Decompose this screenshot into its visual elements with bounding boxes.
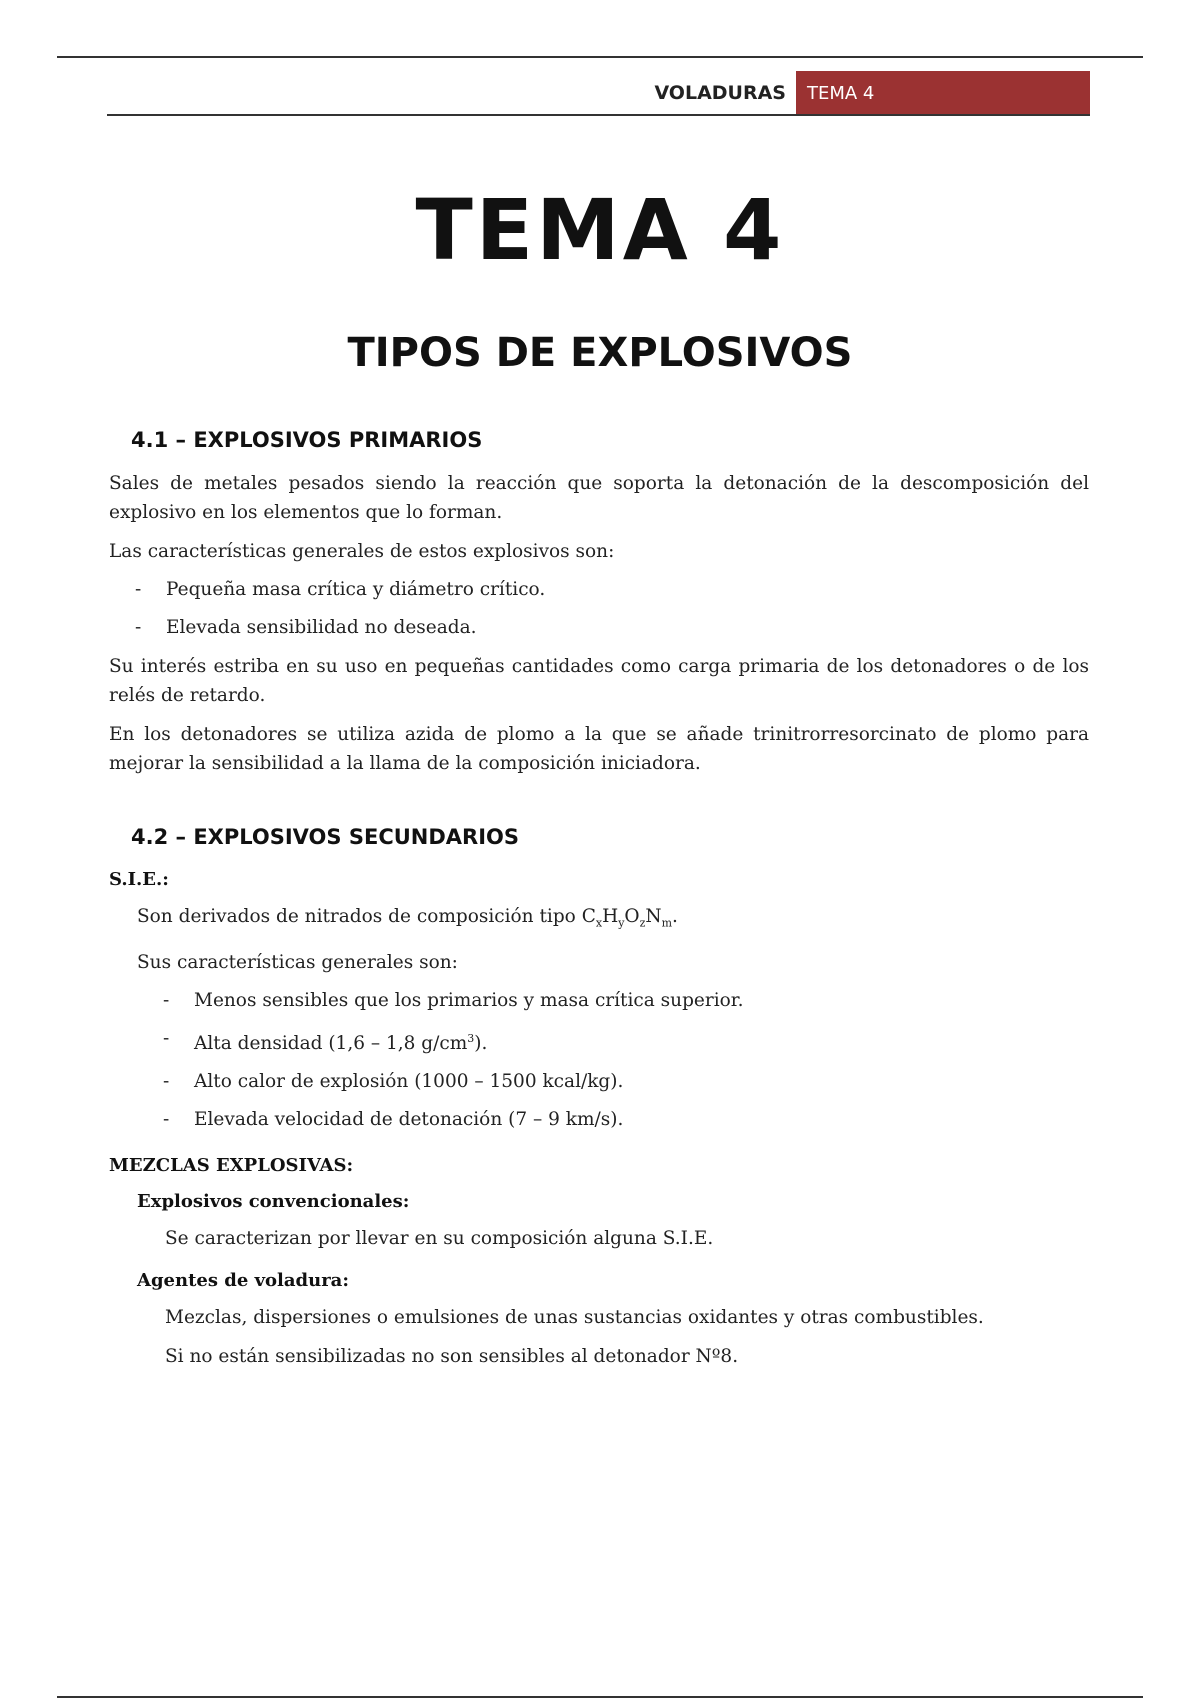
bottom-rule	[57, 1696, 1143, 1698]
superscript: 3	[467, 1031, 475, 1045]
formula-n: N	[645, 906, 662, 927]
sie-block	[109, 902, 1089, 1134]
formula-o: O	[624, 906, 640, 927]
dash-bullet: -	[163, 989, 170, 1011]
characteristics-list	[137, 987, 1089, 1134]
chapter-subtitle: TIPOS DE EXPLOSIVOS	[347, 330, 853, 376]
top-rule	[57, 56, 1143, 58]
list-item	[137, 1068, 1089, 1096]
paragraph: Si no están sensibilizadas no son sensibles al detonador Nº8.	[165, 1345, 739, 1367]
section-explosivos-secundarios	[109, 822, 1089, 1371]
dash-bullet: -	[135, 617, 142, 638]
agentes-label: Agentes de voladura:	[137, 1269, 349, 1291]
paragraph: Se caracterizan por llevar en su composición alguna S.I.E.	[165, 1227, 714, 1249]
mezclas-label: MEZCLAS EXPLOSIVAS:	[109, 1154, 354, 1176]
characteristics-list	[109, 576, 1089, 642]
dash-bullet: -	[163, 1070, 170, 1092]
formula-o-sub: z	[639, 916, 646, 930]
chapter-title: TEMA 4	[415, 181, 785, 279]
dash-bullet: -	[135, 579, 142, 600]
sie-formula-paragraph	[137, 902, 1089, 938]
paragraph: Sales de metales pesados siendo la reacción que soporta la detonación de la descomposición del explosivo en los elementos que lo forman.	[109, 473, 1089, 523]
formula-n-sub: m	[661, 916, 673, 930]
list-item-text: Elevada sensibilidad no deseada.	[166, 617, 477, 638]
dash-bullet: -	[163, 1108, 170, 1130]
list-item-text: Alto calor de explosión (1000 – 1500 kcal/kg).	[194, 1070, 624, 1092]
paragraph: Sus características generales son:	[137, 951, 458, 973]
section-heading: 4.1 – EXPLOSIVOS PRIMARIOS	[131, 428, 483, 452]
paragraph: Mezclas, dispersiones o emulsiones de unas sustancias oxidantes y otras combustibles.	[165, 1306, 984, 1328]
header-chapter-tab: TEMA 4	[796, 71, 1090, 116]
formula-h: H	[602, 906, 619, 927]
paragraph: Su interés estriba en su uso en pequeñas cantidades como carga primaria de los detonadores o de los relés de retardo.	[109, 656, 1089, 706]
list-item	[137, 987, 1089, 1015]
paragraph: Las características generales de estos explosivos son:	[109, 541, 615, 562]
formula-h-sub: y	[618, 916, 625, 930]
list-item	[109, 576, 1089, 604]
header-underline	[107, 114, 1090, 116]
list-item-text: Pequeña masa crítica y diámetro crítico.	[166, 579, 546, 600]
sie-label: S.I.E.:	[109, 869, 169, 890]
list-item	[137, 1025, 1089, 1058]
list-item	[137, 1106, 1089, 1134]
list-item-text-suffix: ).	[474, 1032, 488, 1054]
page-content	[109, 425, 1089, 1381]
list-item	[109, 614, 1089, 642]
conv-label: Explosivos convencionales:	[137, 1190, 410, 1212]
list-item-text: Elevada velocidad de detonación (7 – 9 km/s).	[194, 1108, 624, 1130]
paragraph: En los detonadores se utiliza azida de plomo a la que se añade trinitrorresorcinato de plomo para mejorar la sensibilidad a la llama de la composición iniciadora.	[109, 724, 1089, 774]
list-item-text: Alta densidad (1,6 – 1,8 g/cm	[194, 1032, 468, 1054]
formula-suffix: .	[672, 906, 678, 927]
dash-bullet: -	[163, 1027, 170, 1049]
header-subject: VOLADURAS	[654, 82, 786, 104]
list-item-text: Menos sensibles que los primarios y masa crítica superior.	[194, 989, 744, 1011]
formula-c-sub: x	[595, 916, 603, 930]
formula-prefix: Son derivados de nitrados de composición tipo	[137, 906, 582, 927]
section-explosivos-primarios	[109, 425, 1089, 778]
section-heading: 4.2 – EXPLOSIVOS SECUNDARIOS	[131, 825, 519, 849]
formula-c: C	[581, 906, 596, 927]
page-header	[107, 71, 1090, 116]
mezclas-block	[109, 1188, 1089, 1371]
